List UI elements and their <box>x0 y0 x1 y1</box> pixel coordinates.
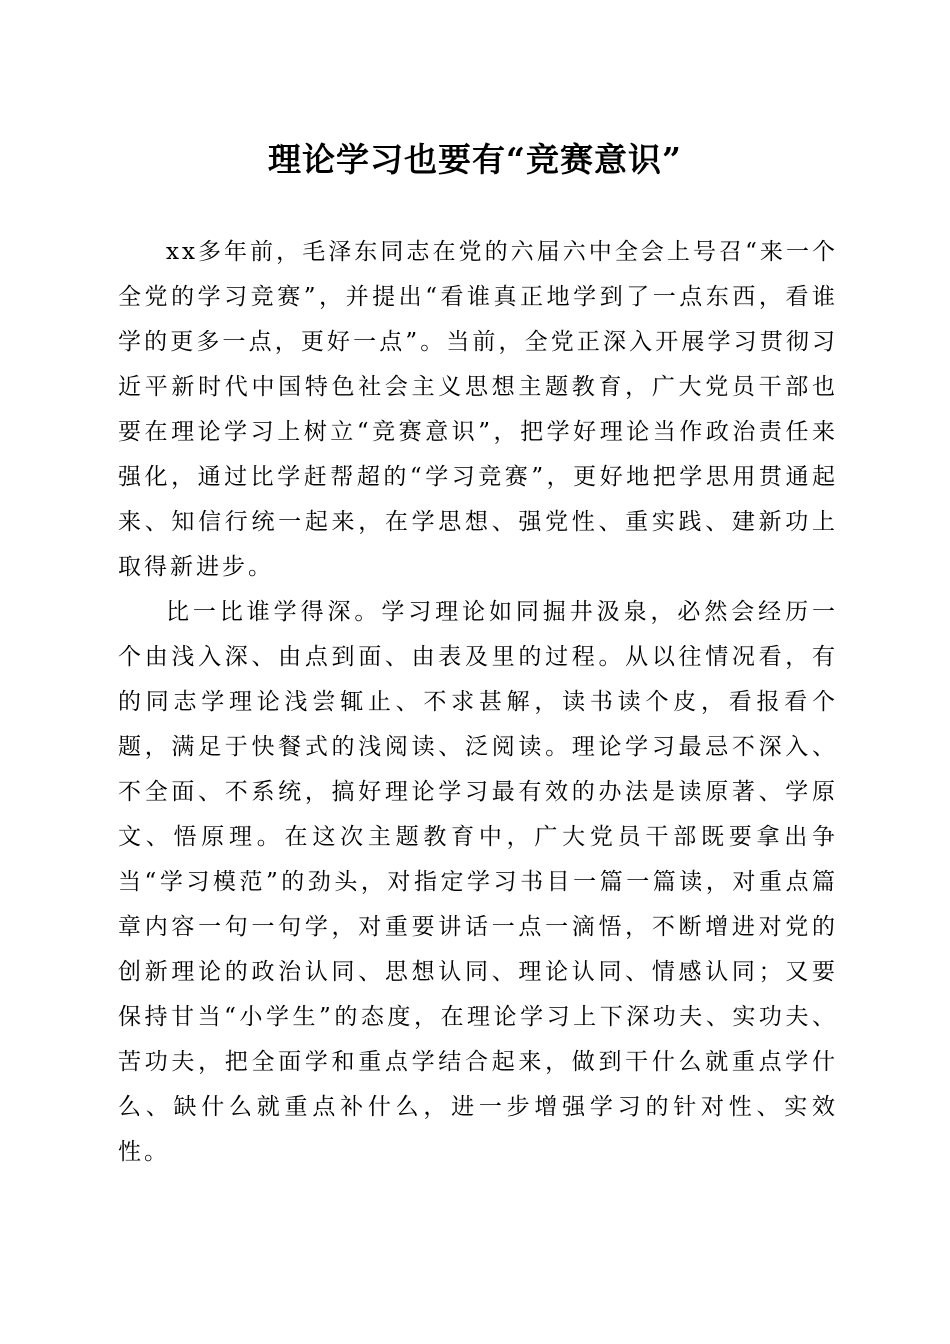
document-body <box>118 230 838 1175</box>
paragraph-intro: xx多年前，毛泽东同志在党的六届六中全会上号召“来一个全党的学习竞赛”，并提出“看谁真正地学到了一点东西，看谁学的更多一点，更好一点”。当前，全党正深入开展学习贯彻习近平新时代中国特色社会主义思想主题教育，广大党员干部也要在理论学习上树立“竞赛意识”，把学好理论当作政治责任来强化，通过比学赶帮超的“学习竞赛”，更好地把学思用贯通起来、知信行统一起来，在学思想、强党性、重实践、建新功上取得新进步。 <box>118 239 838 580</box>
document-title: 理论学习也要有“竞赛意识” <box>268 140 682 179</box>
paragraph-study-deep: 比一比谁学得深。学习理论如同掘井汲泉，必然会经历一个由浅入深、由点到面、由表及里的过程。从以往情况看，有的同志学理论浅尝辄止、不求甚解，读书读个皮，看报看个题，满足于快餐式的浅阅读、泛阅读。理论学习最忌不深入、不全面、不系统，搞好理论学习最有效的办法是读原著、学原文、悟原理。在这次主题教育中，广大党员干部既要拿出争当“学习模范”的劲头，对指定学习书目一篇一篇读，对重点篇章内容一句一句学，对重要讲话一点一滴悟，不断增进对党的创新理论的政治认同、思想认同、理论认同、情感认同；又要保持甘当“小学生”的态度，在理论学习上下深功夫、实功夫、苦功夫，把全面学和重点学结合起来，做到干什么就重点学什么、缺什么就重点补什么，进一步增强学习的针对性、实效性。 <box>118 599 838 1165</box>
